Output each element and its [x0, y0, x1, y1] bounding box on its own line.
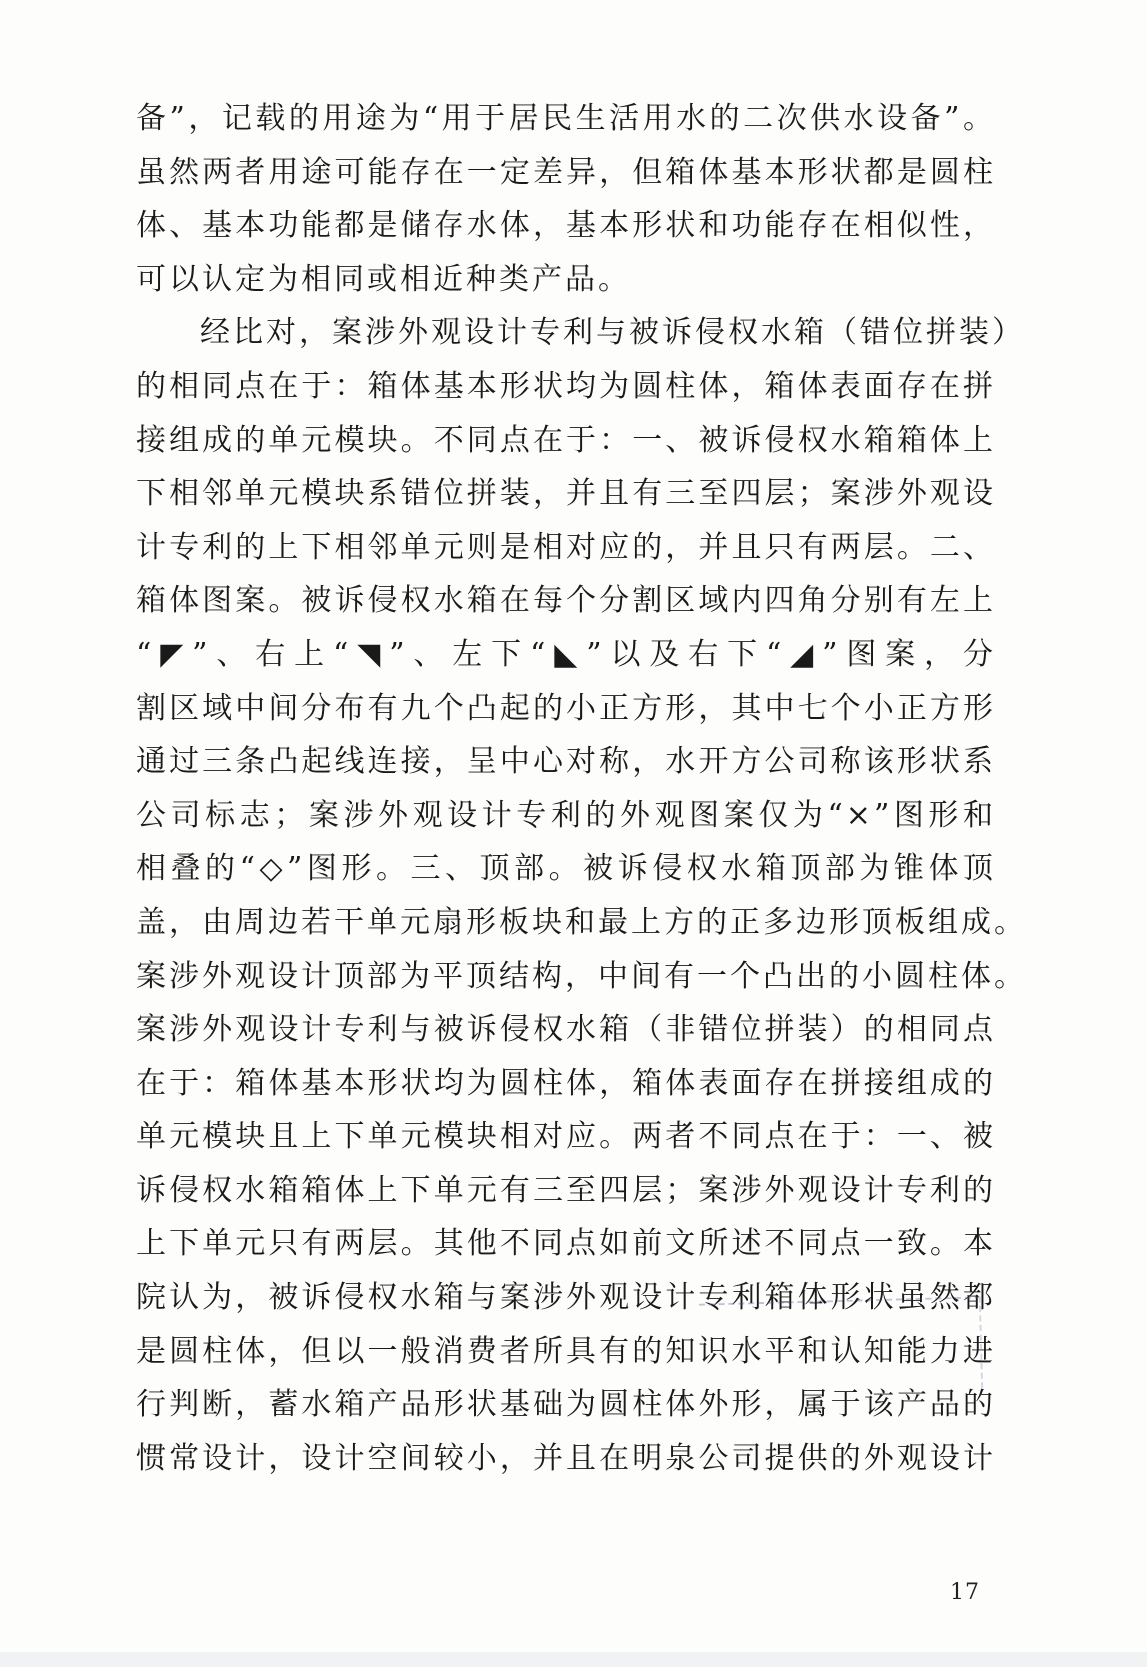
text-line-paragraph-start: 经比对，案涉外观设计专利与被诉侵权水箱（错位拼装）	[200, 315, 1025, 351]
text-line: 虽然两者用途可能存在一定差异，但箱体基本形状都是圆柱	[136, 154, 996, 190]
text-line: 诉侵权水箱箱体上下单元有三至四层；案涉外观设计专利的	[136, 1172, 996, 1208]
footer-strip	[0, 1652, 1147, 1667]
text-line: 上下单元只有两层。其他不同点如前文所述不同点一致。本	[136, 1226, 996, 1262]
page-number: 17	[950, 1580, 980, 1605]
text-line: 公司标志；案涉外观设计专利的外观图案仅为“×”图形和	[136, 797, 996, 833]
text-line: 案涉外观设计顶部为平顶结构，中间有一个凸出的小圆柱体。	[136, 958, 1027, 994]
text-line: 单元模块且上下单元模块相对应。两者不同点在于：一、被	[136, 1119, 996, 1155]
text-line: 行判断，蓄水箱产品形状基础为圆柱体外形，属于该产品的	[136, 1387, 996, 1423]
text-line: 相叠的“◇”图形。三、顶部。被诉侵权水箱顶部为锥体顶	[136, 851, 996, 887]
text-line: 备”，记载的用途为“用于居民生活用水的二次供水设备”。	[136, 101, 996, 136]
text-line: 在于：箱体基本形状均为圆柱体，箱体表面存在拼接组成的	[136, 1065, 996, 1101]
text-line: 的相同点在于：箱体基本形状均为圆柱体，箱体表面存在拼	[136, 368, 996, 404]
text-line: 是圆柱体，但以一般消费者所具有的知识水平和认知能力进	[136, 1333, 996, 1369]
text-line: 案涉外观设计专利与被诉侵权水箱（非错位拼装）的相同点	[136, 1012, 996, 1048]
text-line: 盖，由周边若干单元扇形板块和最上方的正多边形顶板组成。	[136, 904, 1027, 940]
text-line: 体、基本功能都是储存水体，基本形状和功能存在相似性，	[136, 208, 996, 244]
text-line: 箱体图案。被诉侵权水箱在每个分割区域内四角分别有左上	[136, 583, 996, 619]
body-text	[136, 92, 1027, 1485]
text-line: 通过三条凸起线连接，呈中心对称，水开方公司称该形状系	[136, 744, 996, 780]
text-line: 计专利的上下相邻单元则是相对应的，并且只有两层。二、	[136, 529, 996, 565]
text-line: 惯常设计，设计空间较小，并且在明泉公司提供的外观设计	[136, 1440, 996, 1476]
text-line: 下相邻单元模块系错位拼装，并且有三至四层；案涉外观设	[136, 476, 996, 512]
text-line: 可以认定为相同或相近种类产品。	[136, 261, 631, 297]
text-line: 院认为，被诉侵权水箱与案涉外观设计专利箱体形状虽然都	[136, 1280, 996, 1316]
text-line: 割区域中间分布有九个凸起的小正方形，其中七个小正方形	[136, 690, 996, 726]
text-line: 接组成的单元模块。不同点在于：一、被诉侵权水箱箱体上	[136, 422, 996, 458]
text-line: “◤”、右上“◥”、左下“◣”以及右下“◢”图案，分	[136, 636, 996, 672]
